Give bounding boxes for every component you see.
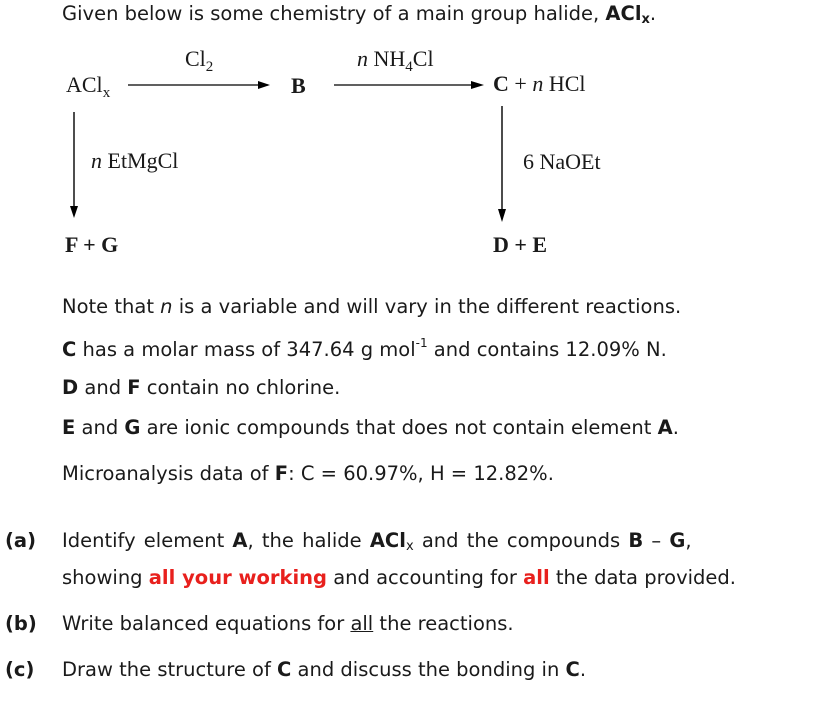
product-c-plus: +: [508, 71, 533, 96]
reagent-etmgcl: [91, 148, 178, 174]
note1-n: n: [160, 295, 173, 318]
qa-x: x: [405, 539, 414, 554]
nh4cl-n: n: [357, 46, 368, 71]
note1-a: Note that: [62, 295, 161, 318]
note4-e: E: [62, 416, 76, 439]
intro-sub: x: [641, 12, 650, 27]
question-a-label: (a): [5, 529, 36, 552]
intro-compound: ACl: [605, 2, 642, 25]
qa-red2: all: [523, 566, 550, 589]
qa-l2a: showing: [62, 566, 149, 589]
note-no-chlorine: [62, 376, 340, 399]
qc-b: and discuss the bonding in: [291, 658, 566, 681]
compound-b: B: [291, 73, 306, 98]
qb-a: Write balanced equations for: [62, 612, 351, 635]
qa-p4: ,: [685, 529, 692, 552]
note3-d: D: [62, 376, 79, 399]
qc-end: .: [579, 658, 587, 681]
reagent-cl2: [185, 46, 213, 76]
arrowhead-3: [70, 206, 78, 218]
note2-a: has a molar mass of 347.64 g mol: [76, 338, 416, 361]
question-c-label: (c): [5, 658, 35, 681]
qc-a: Draw the structure of: [62, 658, 278, 681]
qa-b: B: [628, 529, 644, 552]
note1-b: is a variable and will vary in the different reactions.: [172, 295, 682, 318]
arrowhead-2: [471, 81, 484, 89]
question-a-line1: [62, 529, 692, 554]
note4-end: .: [672, 416, 679, 439]
product-c-hcl: [493, 71, 586, 97]
note4-a: A: [657, 416, 673, 439]
product-c-n: n: [532, 71, 544, 96]
qb-all: all: [350, 612, 374, 635]
acl-main: ACl: [66, 72, 103, 97]
intro-end: .: [649, 2, 657, 25]
arrowhead-4: [498, 209, 506, 222]
qa-acl: ACl: [369, 529, 406, 552]
product-c-hcl-text: HCl: [543, 71, 586, 96]
etmgcl-n: n: [91, 148, 102, 173]
note4-rest: are ionic compounds that does not contain element: [140, 416, 658, 439]
note5-a: Microanalysis data of: [62, 462, 275, 485]
note2-b: and contains 12.09% N.: [427, 338, 667, 361]
intro-text: Given below is some chemistry of a main group halide,: [62, 2, 606, 25]
qa-p2: , the halide: [247, 529, 370, 552]
qc-c: C: [277, 658, 292, 681]
cl2-sub: 2: [205, 59, 214, 75]
qc-c2: C: [565, 658, 580, 681]
question-b-label: (b): [5, 612, 37, 635]
note3-f: F: [127, 376, 141, 399]
qa-dash: –: [643, 529, 670, 552]
note5-f: F: [274, 462, 289, 485]
note-variable-n: [62, 295, 681, 318]
qa-l2c: the data provided.: [549, 566, 736, 589]
note4-g: G: [124, 416, 141, 439]
note3-rest: contain no chlorine.: [140, 376, 341, 399]
reagent-nh4cl: [357, 46, 434, 76]
qa-a: A: [232, 529, 248, 552]
note-ionic: [62, 416, 679, 439]
reagent-naoet: 6 NaOEt: [523, 149, 601, 174]
note-molar-mass: [62, 336, 667, 361]
nh4cl-sub: 4: [405, 59, 413, 75]
question-b-text: [62, 612, 514, 635]
cl2-main: Cl: [185, 46, 206, 71]
qa-l2b: and accounting for: [327, 566, 524, 589]
note3-and: and: [78, 376, 128, 399]
note5-b: : C = 60.97%, H = 12.82%.: [288, 462, 554, 485]
scheme-acl: [66, 72, 110, 102]
note2-sup: -1: [415, 336, 428, 350]
qb-b: the reactions.: [373, 612, 514, 635]
qa-red1: all your working: [148, 566, 327, 589]
question-a-line2: [62, 566, 736, 589]
nh4cl-main: NH: [368, 46, 406, 71]
qa-p3: and the compounds: [413, 529, 629, 552]
nh4cl-rest: Cl: [412, 46, 434, 71]
products-d-e: D + E: [493, 232, 548, 257]
acl-sub: x: [102, 85, 111, 101]
etmgcl-text: EtMgCl: [102, 148, 179, 173]
arrowhead-1: [258, 81, 270, 89]
note-microanalysis: [62, 462, 554, 485]
products-f-g: F + G: [65, 232, 119, 257]
qa-g: G: [669, 529, 686, 552]
question-c-text: [62, 658, 586, 681]
note2-c: C: [62, 338, 77, 361]
note4-and: and: [75, 416, 125, 439]
qa-p1: Identify element: [62, 529, 233, 552]
product-c: C: [493, 71, 509, 96]
